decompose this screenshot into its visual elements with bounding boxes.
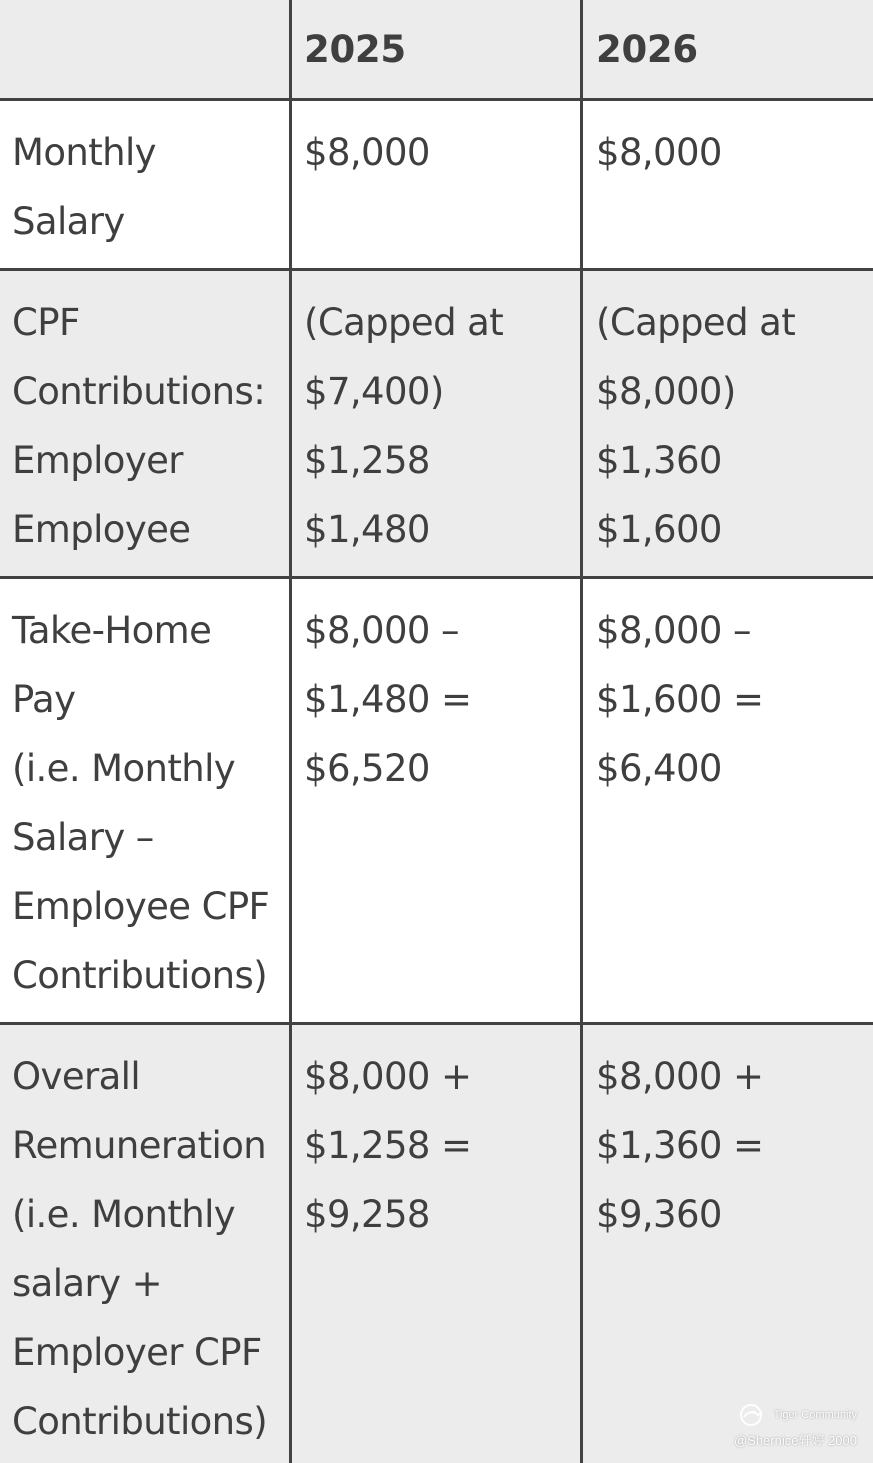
table-row-take-home-pay: [0, 579, 873, 1023]
row-label-line: (i.e. Monthly: [12, 1193, 236, 1236]
value-cell-2026: [584, 579, 873, 1023]
row-label-line: Salary: [12, 200, 125, 243]
row-label-line: Monthly: [12, 131, 156, 174]
watermark: [734, 1402, 857, 1449]
column-divider: [580, 0, 583, 1463]
table-header-row: [0, 0, 873, 99]
header-cell-label: [0, 0, 290, 99]
header-cell-2025: [292, 0, 581, 99]
row-label-line: salary +: [12, 1262, 162, 1305]
row-label-line: Employer CPF: [12, 1331, 262, 1374]
row-label-line: Employee CPF: [12, 885, 270, 928]
row-label-line: Remuneration: [12, 1124, 267, 1167]
value-line: $1,480 =: [304, 678, 472, 721]
value-line: $1,600 =: [596, 678, 764, 721]
value-line: $8,000 +: [596, 1055, 764, 1098]
value-line: $8,000 +: [304, 1055, 472, 1098]
row-label-line: Contributions): [12, 1400, 268, 1443]
column-divider: [289, 0, 292, 1463]
row-label-line: Take-Home: [12, 609, 212, 652]
value-line: $8,000 –: [596, 609, 751, 652]
value-line: $6,520: [304, 747, 430, 790]
value-cell-2025: [292, 102, 581, 269]
value-line: $7,400): [304, 370, 444, 413]
row-label-line: Employee: [12, 508, 191, 551]
row-label-cell: [0, 1025, 290, 1463]
value-cell-2026: [584, 271, 873, 577]
row-label-line: (i.e. Monthly: [12, 747, 236, 790]
row-label-line: Overall: [12, 1055, 141, 1098]
value-line: $1,258: [304, 439, 430, 482]
value-line: $8,000: [596, 131, 722, 174]
row-label-cell: [0, 271, 290, 577]
value-line: $9,258: [304, 1193, 430, 1236]
value-line: $6,400: [596, 747, 722, 790]
table-row-overall-remuneration: [0, 1025, 873, 1463]
row-divider: [0, 576, 873, 579]
watermark-brand-text: Tiger Community: [773, 1409, 857, 1421]
value-cell-2025: [292, 271, 581, 577]
value-line: $8,000: [304, 131, 430, 174]
row-label-line: Salary –: [12, 816, 154, 859]
value-line: $1,600: [596, 508, 722, 551]
value-line: (Capped at: [304, 301, 504, 344]
row-divider: [0, 1022, 873, 1025]
value-line: $9,360: [596, 1193, 722, 1236]
header-2026-text: 2026: [596, 28, 698, 71]
value-cell-2025: [292, 579, 581, 1023]
watermark-handle-text: @Shernice轩婷 2000: [733, 1433, 857, 1448]
row-label-line: CPF: [12, 301, 80, 344]
watermark-brand-row: [734, 1402, 857, 1428]
value-line: $1,360: [596, 439, 722, 482]
row-label-line: Pay: [12, 678, 76, 721]
row-label-cell: [0, 102, 290, 269]
table-row-cpf-contributions: [0, 271, 873, 577]
row-divider: [0, 268, 873, 271]
value-line: (Capped at: [596, 301, 796, 344]
row-label-line: Contributions:: [12, 370, 266, 413]
row-label-line: Contributions): [12, 954, 268, 997]
row-label-line: Employer: [12, 439, 183, 482]
value-line: $1,360 =: [596, 1124, 764, 1167]
row-divider: [0, 98, 873, 101]
header-cell-2026: [584, 0, 873, 99]
value-cell-2026: [584, 102, 873, 269]
tiger-community-logo-icon: [738, 1402, 768, 1428]
header-2025-text: 2025: [304, 28, 406, 71]
value-line: $8,000 –: [304, 609, 459, 652]
row-label-cell: [0, 579, 290, 1023]
table-row-monthly-salary: [0, 102, 873, 269]
value-cell-2025: [292, 1025, 581, 1463]
value-line: $8,000): [596, 370, 736, 413]
value-cell-2026: [584, 1025, 873, 1463]
value-line: $1,480: [304, 508, 430, 551]
value-line: $1,258 =: [304, 1124, 472, 1167]
